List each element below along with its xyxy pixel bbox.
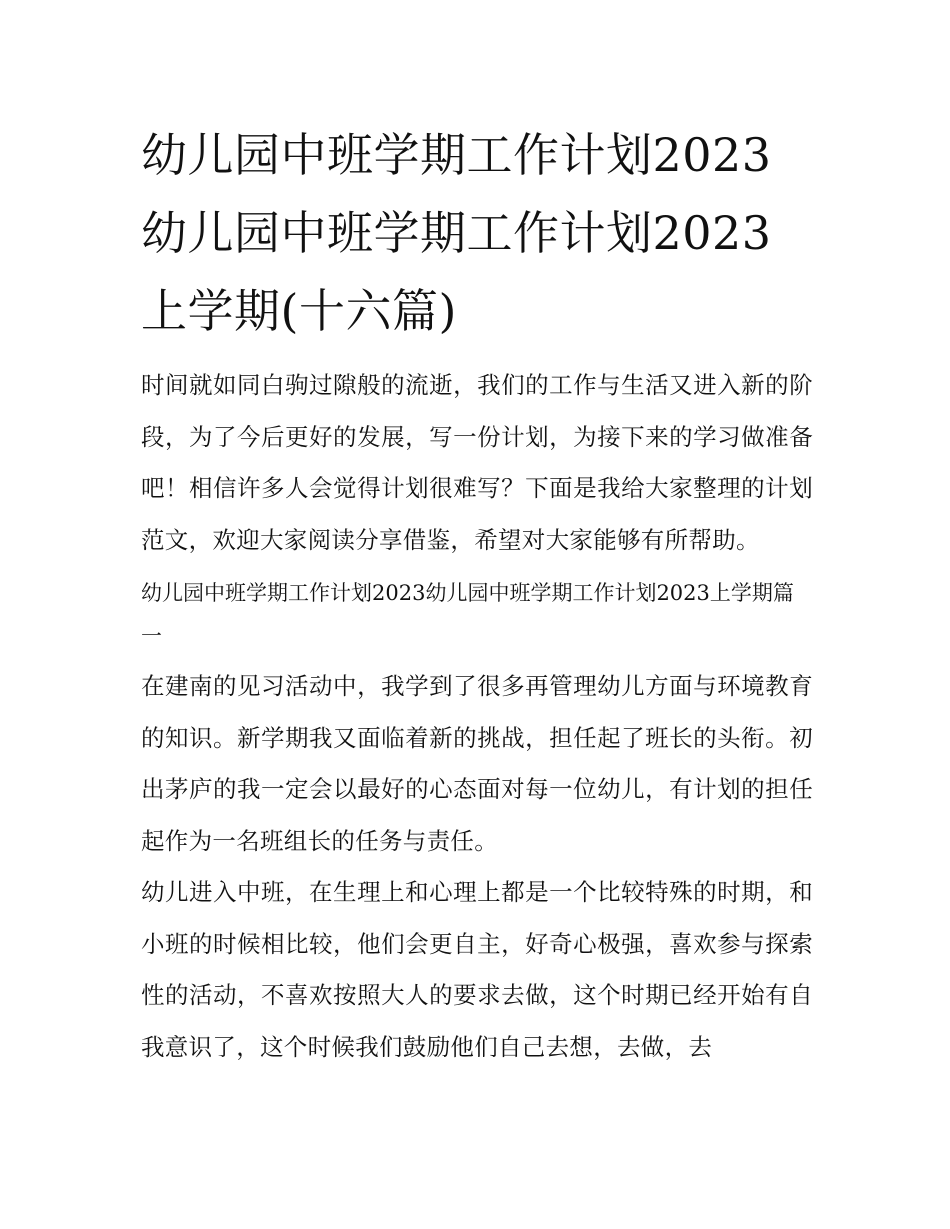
body-paragraph-1: 在建南的见习活动中，我学到了很多再管理幼儿方面与环境教育的知识。新学期我又面临着新的挑战，担任起了班长的头衔。初出茅庐的我一定会以最好的心态面对每一位幼儿，有计划的担任起作为一名班组长的任务与责任。 [141,672,813,855]
document-page [141,116,813,1073]
body-paragraph-2: 幼儿进入中班，在生理上和心理上都是一个比较特殊的时期，和小班的时候相比较，他们会更自主，好奇心极强，喜欢参与探索性的活动，不喜欢按照大人的要求去做，这个时期已经开始有自我意识了，这个时候我们鼓励他们自己去想，去做，去 [141,878,813,1061]
intro-paragraph: 时间就如同白驹过隙般的流逝，我们的工作与生活又进入新的阶段，为了今后更好的发展，写一份计划，为接下来的学习做准备吧！相信许多人会觉得计划很难写？下面是我给大家整理的计划范文，欢迎大家阅读分享借鉴，希望对大家能够有所帮助。 [141,371,813,554]
section-heading: 幼儿园中班学期工作计划2023幼儿园中班学期工作计划2023上学期篇一 [141,581,794,648]
document-title: 幼儿园中班学期工作计划2023幼儿园中班学期工作计划2023上学期(十六篇) [141,128,772,338]
